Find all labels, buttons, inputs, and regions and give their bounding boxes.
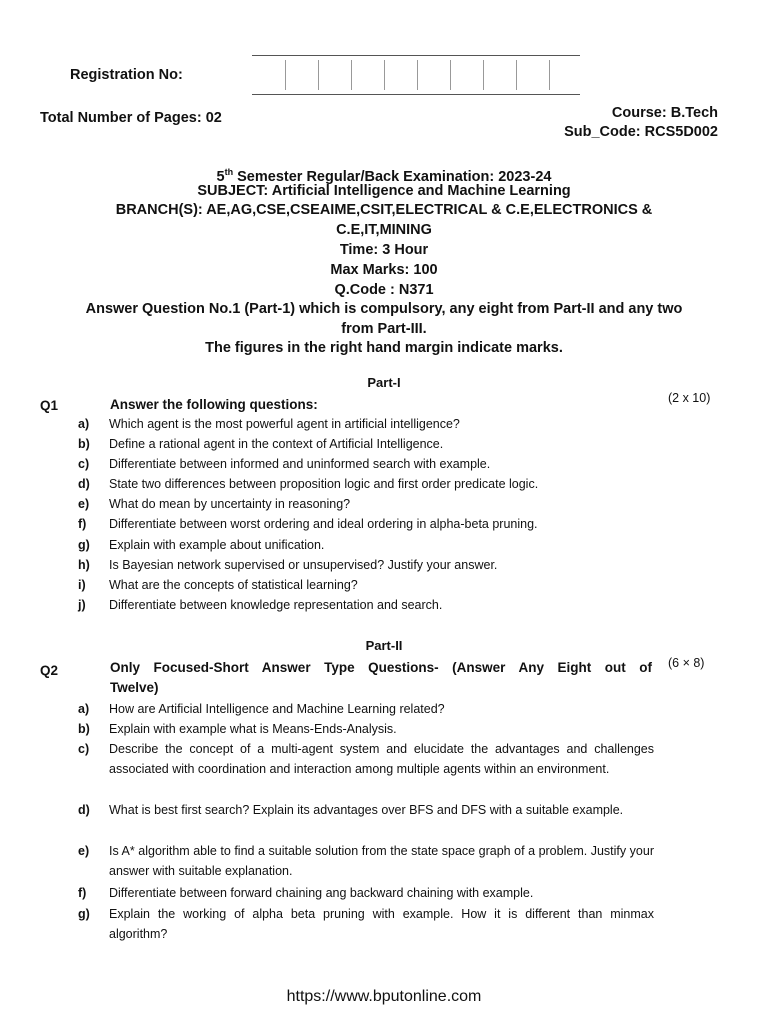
course-name: Course: B.Tech: [611, 105, 718, 121]
item-text: Which agent is the most powerful agent in artificial intelligence?: [109, 417, 460, 431]
item-text: Differentiate between forward chaining ang backward chaining with example.: [109, 886, 534, 900]
registration-cell-divider: [483, 60, 484, 90]
item-text: Explain with example what is Means-Ends-Analysis.: [109, 722, 397, 736]
item-text: What are the concepts of statistical learning?: [109, 578, 358, 592]
item-text: Is A* algorithm able to find a suitable solution from the state space graph of a problem. Justify your answer with suitable explanation.: [109, 844, 654, 878]
item-label: c): [78, 457, 90, 471]
registration-cell-divider: [318, 60, 319, 90]
item-label: g): [78, 538, 90, 552]
item-text: What do mean by uncertainty in reasoning?: [109, 497, 351, 511]
item-label: c): [78, 742, 90, 756]
registration-number-box: [252, 55, 580, 95]
item-text: Differentiate between informed and uninformed search with example.: [109, 457, 491, 471]
item-label: i): [78, 578, 86, 592]
item-text: Define a rational agent in the context of Artificial Intelligence.: [109, 437, 444, 451]
semester-text: Semester Regular/Back Examination: 2023-24: [233, 168, 552, 185]
total-pages: Total Number of Pages: 02: [40, 110, 222, 126]
registration-cell-divider: [450, 60, 451, 90]
semester-number: 5: [216, 168, 225, 185]
item-text: What is best first search? Explain its advantages over BFS and DFS with a suitable example.: [109, 803, 624, 817]
item-label: d): [78, 803, 90, 817]
part-1-heading: Part-I: [367, 375, 401, 390]
item-text: Describe the concept of a multi-agent system and elucidate the advantages and challenges associated with coordination and interaction among multiple agents within an environment.: [109, 742, 654, 776]
question-number: Q1: [40, 398, 59, 413]
instruction-line-3: The figures in the right hand margin indicate marks.: [205, 340, 563, 356]
part-2-heading: Part-II: [365, 638, 403, 653]
footer-url: https://www.bputonline.com: [286, 988, 482, 1005]
item-label: f): [78, 517, 87, 531]
question-number: Q2: [40, 663, 59, 678]
item-label: b): [78, 722, 90, 736]
course-info: [564, 104, 718, 142]
item-label: e): [78, 497, 90, 511]
item-label: f): [78, 886, 87, 900]
item-label: b): [78, 437, 90, 451]
instruction-line-1: Answer Question No.1 (Part-1) which is compulsory, any eight from Part-II and any two: [85, 301, 683, 317]
registration-cell-divider: [516, 60, 517, 90]
item-text: Is Bayesian network supervised or unsupervised? Justify your answer.: [109, 558, 498, 572]
question-marks: (2 x 10): [668, 391, 711, 405]
item-label: a): [78, 417, 90, 431]
item-label: a): [78, 702, 90, 716]
registration-cell-divider: [549, 60, 550, 90]
item-text: Differentiate between knowledge representation and search.: [109, 598, 443, 612]
registration-cell-divider: [384, 60, 385, 90]
item-label: d): [78, 477, 90, 491]
item-label: h): [78, 558, 90, 572]
semester-suffix: th: [224, 167, 234, 177]
item-text: State two differences between proposition logic and first order predicate logic.: [109, 477, 539, 491]
question-title-line-1: Only Focused-Short Answer Type Questions- (Answer Any Eight out of: [110, 660, 652, 675]
registration-cell-divider: [351, 60, 352, 90]
subject-code: Sub_Code: RCS5D002: [564, 124, 718, 140]
question-marks: (6 × 8): [668, 656, 705, 670]
question-code: Q.Code : N371: [334, 282, 434, 298]
item-text: Differentiate between worst ordering and ideal ordering in alpha-beta pruning.: [109, 517, 538, 531]
item-text: Explain with example about unification.: [109, 538, 325, 552]
item-text: How are Artificial Intelligence and Machine Learning related?: [109, 702, 445, 716]
instruction-line-2: from Part-III.: [341, 321, 427, 337]
max-marks: Max Marks: 100: [330, 262, 438, 278]
subject-line: SUBJECT: Artificial Intelligence and Machine Learning: [197, 183, 571, 199]
registration-cell-divider: [417, 60, 418, 90]
registration-cell-divider: [285, 60, 286, 90]
branch-line-2: C.E,IT,MINING: [336, 222, 432, 238]
question-title: Answer the following questions:: [110, 397, 318, 412]
item-text: Explain the working of alpha beta pruning with example. How it is different than minmax algorithm?: [109, 907, 654, 941]
branch-line-1: BRANCH(S): AE,AG,CSE,CSEAIME,CSIT,ELECTRICAL & C.E,ELECTRONICS &: [115, 202, 653, 218]
item-label: g): [78, 907, 90, 921]
exam-time: Time: 3 Hour: [339, 242, 429, 258]
question-title-line-2: Twelve): [110, 680, 159, 695]
item-label: e): [78, 844, 90, 858]
item-label: j): [78, 598, 86, 612]
registration-label: Registration No:: [70, 67, 183, 83]
